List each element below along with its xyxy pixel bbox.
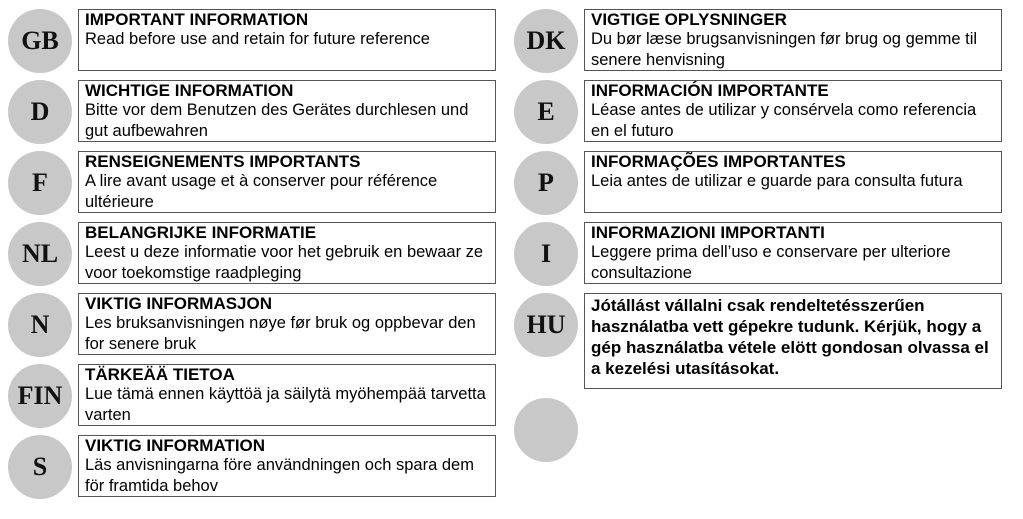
language-badge-fin: FIN <box>8 364 72 428</box>
entry-gb <box>0 9 500 73</box>
entry-n <box>0 293 500 357</box>
info-text: Jótállást vállalni csak rendeltetésszerűen használatba vett gépekre tudunk. Kérjük, hogy a gép használatba vétele elött gondosan olvassa el a kezelési utasításokat. <box>591 296 989 378</box>
info-title: BELANGRIJKE INFORMATIE <box>85 223 317 242</box>
info-title: INFORMACIÓN IMPORTANTE <box>591 81 829 100</box>
info-title: TÄRKEÄÄ TIETOA <box>85 365 235 384</box>
info-title: IMPORTANT INFORMATION <box>85 10 309 29</box>
info-box-nl <box>78 222 496 284</box>
info-text: Les bruksanvisningen nøye før bruk og oppbevar den for senere bruk <box>85 314 476 353</box>
info-title: INFORMAZIONI IMPORTANTI <box>591 223 825 242</box>
info-text: Léase antes de utilizar y consérvela como referencia en el futuro <box>591 101 977 140</box>
info-box-i <box>584 222 1002 284</box>
info-box-e <box>584 80 1002 142</box>
language-badge-hu: HU <box>514 293 578 357</box>
language-badge-i: I <box>514 222 578 286</box>
info-box-hu <box>584 293 1002 389</box>
language-badge-dk: DK <box>514 9 578 73</box>
info-title: VIKTIG INFORMASJON <box>85 294 273 313</box>
language-badge-d: D <box>8 80 72 144</box>
info-box-dk <box>584 9 1002 71</box>
info-title: WICHTIGE INFORMATION <box>85 81 294 100</box>
info-box-d <box>78 80 496 142</box>
entry-e <box>506 80 1006 144</box>
language-badge-n: N <box>8 293 72 357</box>
info-text: Läs anvisningarna före användningen och spara dem för framtida behov <box>85 456 474 495</box>
info-box-s <box>78 435 496 497</box>
entry-f <box>0 151 500 215</box>
info-text: Leia antes de utilizar e guarde para consulta futura <box>591 172 963 190</box>
info-text: Bitte vor dem Benutzen des Gerätes durchlesen und gut aufbewahren <box>85 101 469 140</box>
empty-language-badge <box>514 398 578 462</box>
entry-p <box>506 151 1006 215</box>
info-text: Leest u deze informatie voor het gebruik en bewaar ze voor toekomstige raadpleging <box>85 243 484 282</box>
info-title: VIKTIG INFORMATION <box>85 436 266 455</box>
info-box-p <box>584 151 1002 213</box>
entry-i <box>506 222 1006 286</box>
entry-fin <box>0 364 500 428</box>
language-badge-gb: GB <box>8 9 72 73</box>
entry-s <box>0 435 500 499</box>
language-badge-nl: NL <box>8 222 72 286</box>
language-badge-f: F <box>8 151 72 215</box>
entry-hu <box>506 293 1006 389</box>
info-box-n <box>78 293 496 355</box>
info-text: Lue tämä ennen käyttöä ja säilytä myöhempää tarvetta varten <box>85 385 486 424</box>
info-title: RENSEIGNEMENTS IMPORTANTS <box>85 152 361 171</box>
info-title: VIGTIGE OPLYSNINGER <box>591 10 787 29</box>
language-badge-p: P <box>514 151 578 215</box>
entry-nl <box>0 222 500 286</box>
language-badge-s: S <box>8 435 72 499</box>
info-box-fin <box>78 364 496 426</box>
info-text: Leggere prima dell’uso e conservare per ulteriore consultazione <box>591 243 951 282</box>
entry-dk <box>506 9 1006 73</box>
info-box-f <box>78 151 496 213</box>
info-text: A lire avant usage et à conserver pour référence ultérieure <box>85 172 438 211</box>
info-title: INFORMAÇÕES IMPORTANTES <box>591 152 846 171</box>
language-badge-e: E <box>514 80 578 144</box>
info-text: Du bør læse brugsanvisningen før brug og gemme til senere henvisning <box>591 30 978 69</box>
info-text: Read before use and retain for future reference <box>85 30 430 48</box>
entry-d <box>0 80 500 144</box>
info-box-gb <box>78 9 496 71</box>
